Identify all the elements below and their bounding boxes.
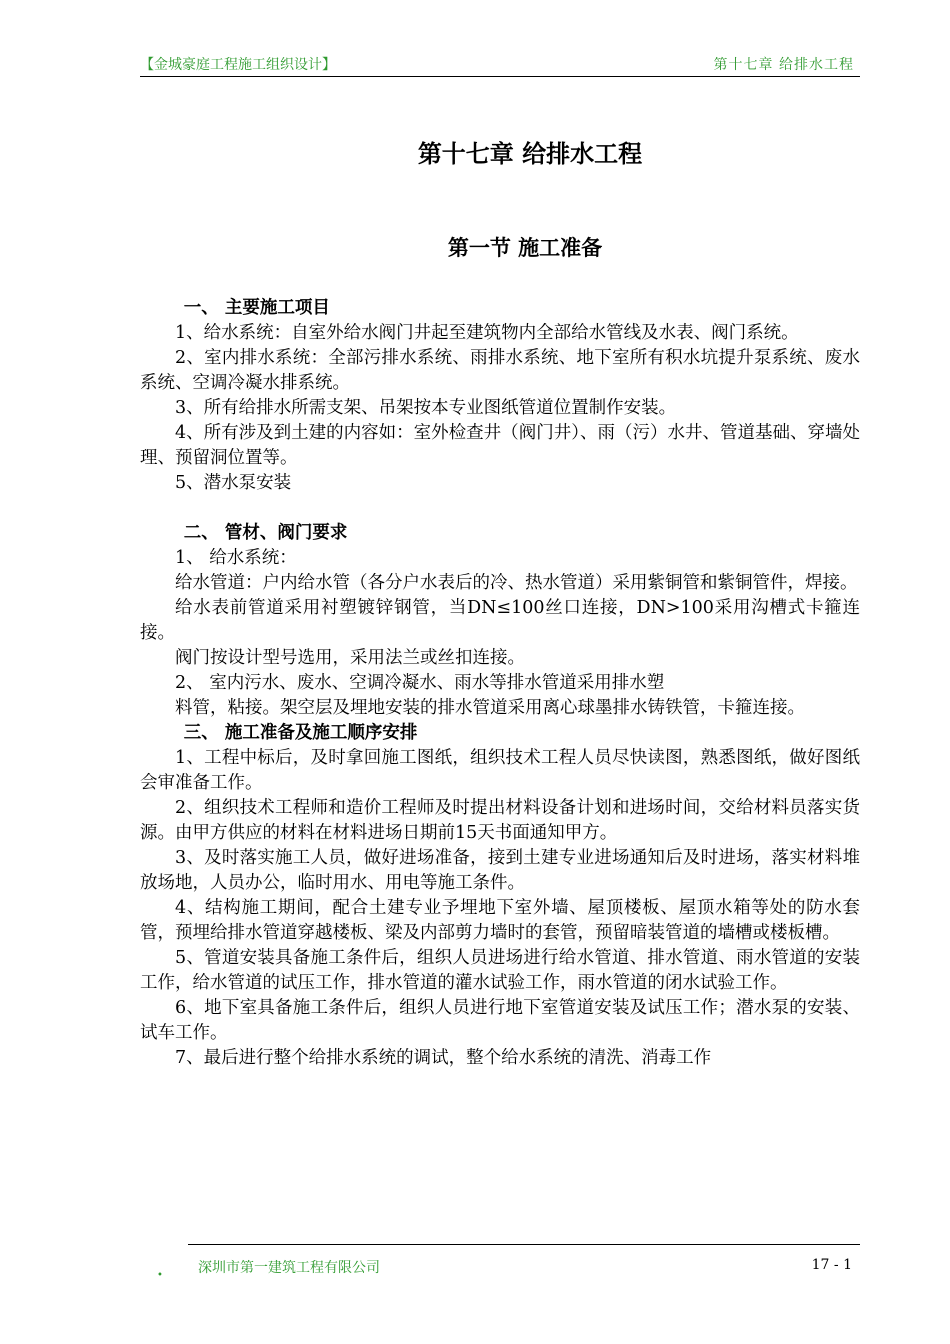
paragraph: 料管，粘接。架空层及埋地安装的排水管道采用离心球墨排水铸铁管，卡箍连接。	[175, 698, 805, 718]
paragraph: 1、给水系统：自室外给水阀门井起至建筑物内全部给水管线及水表、阀门系统。	[175, 323, 799, 343]
footer-company-name: 深圳市第一建筑工程有限公司	[198, 1260, 380, 1276]
section-title: 第一节 施工准备	[447, 236, 603, 260]
paragraph: 5、潜水泵安装	[175, 473, 292, 493]
paragraph: 5、管道安装具备施工条件后，组织人员进场进行给水管道、排水管道、雨水管道的安装工作，给水管道的试压工作，排水管道的灌水试验工作，雨水管道的闭水试验工作。	[140, 948, 860, 993]
chapter-title: 第十七章 给排水工程	[417, 140, 643, 168]
document-body	[140, 296, 860, 1071]
page-header	[140, 50, 860, 77]
paragraph: 4、结构施工期间，配合土建专业予埋地下室外墙、屋顶楼板、屋顶水箱等处的防水套管，预埋给排水管道穿越楼板、梁及内部剪力墙时的套管，预留暗装管道的墙槽或楼板槽。	[140, 898, 860, 943]
page-footer	[188, 1244, 860, 1276]
paragraph: 2、室内排水系统：全部污排水系统、雨排水系统、地下室所有积水坑提升泵系统、废水系统、空调冷凝水排系统。	[140, 348, 860, 393]
paragraph: 1、 给水系统：	[175, 548, 297, 568]
paragraph: 2、 室内污水、废水、空调冷凝水、雨水等排水管道采用排水塑	[175, 673, 665, 693]
paragraph: 3、所有给排水所需支架、吊架按本专业图纸管道位置制作安装。	[175, 398, 677, 418]
paragraph: 给水管道：户内给水管（各分户水表后的冷、热水管道）采用紫铜管和紫铜管件，焊接。	[175, 573, 858, 593]
heading-main-items: 一、 主要施工项目	[183, 298, 330, 318]
paragraph: 3、及时落实施工人员，做好进场准备，接到土建专业进场通知后及时进场，落实材料堆放场地，人员办公，临时用水、用电等施工条件。	[140, 848, 860, 893]
paragraph: 7、最后进行整个给排水系统的调试，整个给水系统的清洗、消毒工作	[175, 1048, 712, 1068]
paragraph: 阀门按设计型号选用，采用法兰或丝扣连接。	[175, 648, 525, 668]
header-chapter-title: 第十七章 给排水工程	[713, 57, 854, 73]
header-document-title: 【金城豪庭工程施工组织设计】	[140, 57, 336, 73]
heading-pipe-valve-requirements: 二、 管材、阀门要求	[183, 523, 348, 543]
footer-page-number: 17 - 1	[811, 1257, 852, 1273]
paragraph: 4、所有涉及到土建的内容如：室外检查井（阀门井）、雨（污）水井、管道基础、穿墙处理、预留洞位置等。	[140, 423, 860, 468]
paragraph: 2、组织技术工程师和造价工程师及时提出材料设备计划和进场时间，交给材料员落实货源。由甲方供应的材料在材料进场日期前15天书面通知甲方。	[140, 798, 860, 843]
paragraph: 给水表前管道采用衬塑镀锌钢管，当DN≤100丝口连接，DN>100采用沟槽式卡箍连接。	[140, 598, 860, 643]
heading-preparation-sequence: 三、 施工准备及施工顺序安排	[183, 723, 418, 743]
footer-marker-dot: •	[157, 1270, 163, 1281]
paragraph: 6、地下室具备施工条件后，组织人员进行地下室管道安装及试压工作；潜水泵的安装、试车工作。	[140, 998, 860, 1043]
paragraph: 1、工程中标后，及时拿回施工图纸，组织技术工程人员尽快读图，熟悉图纸，做好图纸会审准备工作。	[140, 748, 860, 793]
